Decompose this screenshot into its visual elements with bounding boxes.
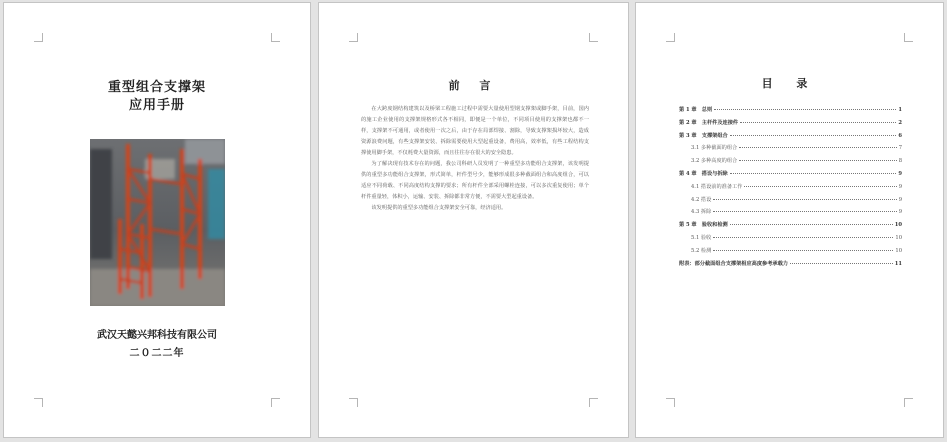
crop-mark [589, 398, 598, 407]
toc-entry-label: 4.1 搭设前的准备工作 [691, 183, 743, 190]
toc-entry[interactable] [679, 234, 902, 247]
toc-list [679, 106, 902, 272]
cover-year: 二０二二年 [129, 348, 185, 359]
crop-mark [904, 33, 913, 42]
crop-mark [666, 33, 675, 42]
toc-entry-label: 5.1 验收 [691, 234, 712, 241]
toc-entry-label: 附表：部分截面组合支撑架相应高度参考承载力 [679, 260, 788, 267]
cover-page[interactable] [3, 2, 311, 438]
crop-mark [904, 398, 913, 407]
foreword-title: 前 言 [448, 79, 499, 92]
toc-entry[interactable] [679, 170, 902, 183]
toc-entry-label: 3.1 多种截面的组合 [691, 145, 738, 152]
toc-entry[interactable] [679, 144, 902, 157]
toc-leader-dots [744, 186, 896, 187]
toc-leader-dots [790, 263, 893, 264]
toc-entry-page: 1 [898, 107, 902, 113]
toc-leader-dots [713, 211, 896, 212]
foreword-page[interactable] [318, 2, 629, 438]
toc-entry[interactable] [679, 183, 902, 196]
toc-entry-label: 4.3 拆除 [691, 209, 712, 216]
crop-mark [271, 398, 280, 407]
toc-entry-page: 10 [895, 247, 902, 254]
crop-mark [34, 33, 43, 42]
toc-leader-dots [730, 135, 897, 136]
toc-entry-page: 11 [894, 260, 902, 267]
toc-entry-page: 9 [898, 170, 902, 177]
toc-entry-label: 第 2 章 主杆件及连接件 [679, 119, 739, 126]
toc-entry-page: 9 [898, 183, 902, 190]
toc-leader-dots [730, 224, 893, 225]
crop-mark [349, 398, 358, 407]
foreword-body [361, 104, 589, 214]
toc-entry-page: 9 [898, 209, 902, 216]
cover-photo [90, 139, 225, 306]
cover-company: 武汉天懿兴邦科技有限公司 [97, 330, 217, 341]
toc-entry-label: 第 3 章 支撑架组合 [679, 132, 728, 139]
toc-entry[interactable] [679, 157, 902, 170]
toc-entry-label: 第 4 章 搭设与拆除 [679, 170, 728, 177]
cover-title-line1: 重型组合支撑架 [107, 80, 206, 95]
toc-leader-dots [714, 109, 896, 110]
toc-page[interactable] [635, 2, 944, 438]
toc-entry-page: 7 [898, 145, 902, 152]
toc-entry[interactable] [679, 119, 902, 132]
toc-entry-label: 3.2 多种高度的组合 [691, 158, 738, 165]
toc-leader-dots [739, 160, 896, 161]
toc-entry[interactable] [679, 106, 902, 119]
toc-entry-label: 第 5 章 验收和检测 [679, 222, 728, 229]
toc-entry[interactable] [679, 221, 902, 234]
toc-entry[interactable] [679, 132, 902, 145]
cover-title-line2: 应用手册 [128, 98, 185, 113]
toc-leader-dots [730, 173, 897, 174]
foreword-paragraph: 在大跨度钢结构建筑以及桥梁工程施工过程中需要大量使用型钢支撑架或脚手架，目前，国内的施工企业使用的支撑架规格形式各不相同，即便是一个单位，不同项目使用的支撑架也都不一样，支撑架不可通用，或者使用一次之后，由于存在局部焊接、割除，导致支撑架损坏较大，造成资源浪费问题，有些支撑架安装、拆除需要使用大型起重设备，费用高，效率低，有些工程结构支撑使用脚手架，不仅耗费大量资源，而且往往存在很大的安全隐患。 [361, 106, 589, 156]
toc-leader-dots [739, 147, 896, 148]
foreword-paragraph: 为了解决现有技术存在的问题，我公司科研人员发明了一种重型多功能组合支撑架，该发明提供的重型多功能组合支撑架，形式简单，杆件型号少，能够形成很多种截面组合和高度组合，可以适应不同荷载、不同高度结构支撑的要求；所有杆件全部采用螺栓连接，可以多次重复使用；单个杆件重量轻，体积小，运输、安装、拆除都非常方便，不需要大型起重设备。 [361, 161, 589, 200]
toc-entry[interactable] [679, 208, 902, 221]
toc-entry-label: 4.2 搭设 [691, 196, 712, 203]
toc-entry[interactable] [679, 247, 902, 260]
toc-entry-label: 第 1 章 总则 [679, 107, 713, 113]
crop-mark [589, 33, 598, 42]
toc-entry[interactable] [679, 196, 902, 209]
toc-title: 目 录 [761, 77, 818, 90]
crop-mark [349, 33, 358, 42]
crop-mark [34, 398, 43, 407]
foreword-paragraph: 该发明提供的重型多功能组合支撑架安全可靠，经济适用。 [371, 205, 507, 211]
toc-entry-page: 2 [898, 119, 902, 126]
crop-mark [666, 398, 675, 407]
toc-entry[interactable] [679, 260, 902, 273]
toc-entry-page: 9 [898, 196, 902, 203]
toc-leader-dots [713, 199, 896, 200]
crop-mark [271, 33, 280, 42]
toc-entry-page: 10 [895, 234, 902, 241]
toc-entry-page: 8 [898, 158, 902, 165]
toc-leader-dots [713, 250, 893, 251]
toc-leader-dots [713, 237, 893, 238]
toc-entry-page: 6 [898, 132, 902, 139]
toc-leader-dots [740, 122, 896, 123]
toc-entry-page: 10 [894, 222, 902, 229]
toc-entry-label: 5.2 检测 [691, 247, 712, 254]
